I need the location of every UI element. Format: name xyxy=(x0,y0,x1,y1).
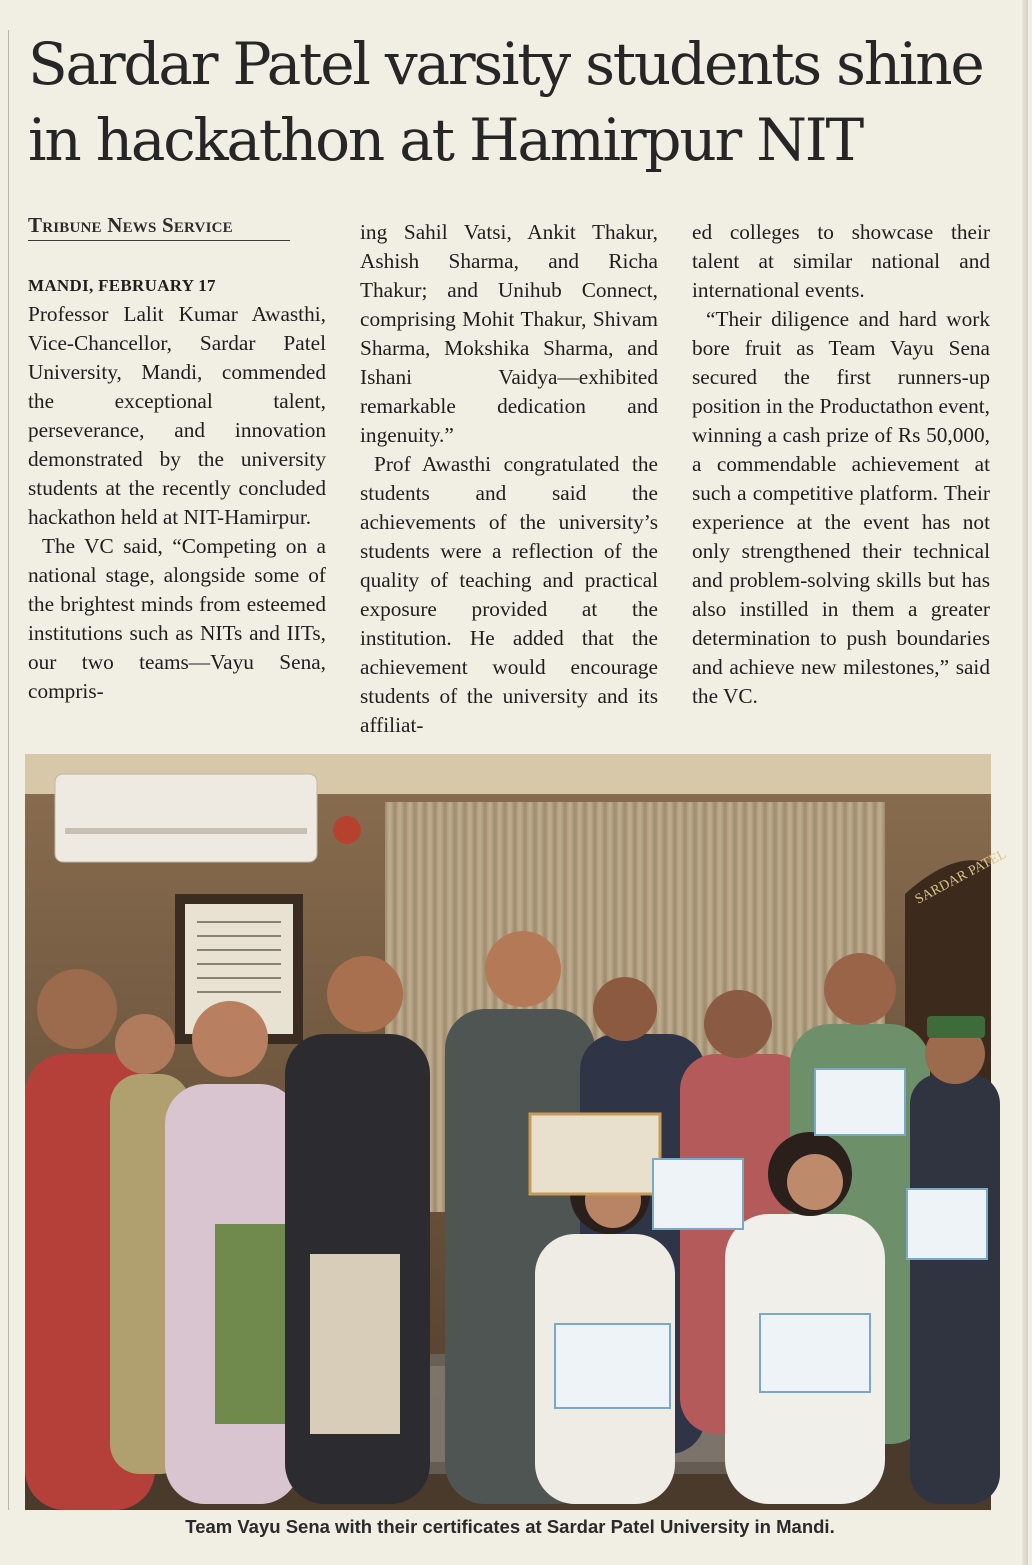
person-4-head xyxy=(327,956,403,1032)
person-6-head xyxy=(593,977,657,1041)
left-margin-rule xyxy=(8,30,9,1510)
right-page-edge xyxy=(1022,0,1028,1565)
group-photo-illustration xyxy=(25,754,1010,1510)
column-1-paragraph-2: The VC said, “Competing on a national stage, alongside some of the brightest minds from esteemed institutions such as NITs and IITs, our two teams—Vayu Sena, compris- xyxy=(28,534,326,703)
certificate-1 xyxy=(530,1114,660,1194)
column-3-paragraph-2: “Their diligence and hard work bore fruit as Team Vayu Sena secured the first runners-up position in the Productathon event, winning a cash prize of Rs 50,000, a commendable achievement at such a competitive platform. Their experience at the event has not only strengthened their technical and problem-solving skills but has also instilled in them a greater determination to push boundaries and achieve new milestones,” said the VC. xyxy=(692,307,990,708)
person-3-scarf xyxy=(215,1224,285,1424)
article-column-1 xyxy=(28,270,326,706)
person-4-trousers xyxy=(310,1254,400,1434)
person-1-head xyxy=(37,969,117,1049)
article-column-3 xyxy=(692,218,990,711)
person-9 xyxy=(910,1074,1000,1504)
person-9-cap xyxy=(927,1016,985,1038)
ac-vent xyxy=(65,828,307,834)
person-7-head xyxy=(704,990,772,1058)
air-conditioner xyxy=(55,774,317,862)
column-3-paragraph-1: ed colleges to showcase their talent at similar national and international events. xyxy=(692,220,990,302)
column-1-paragraph-1 xyxy=(28,270,326,532)
person-2-head xyxy=(115,1014,175,1074)
person-8-head xyxy=(824,953,896,1025)
certificate-3 xyxy=(815,1069,905,1135)
lead-paragraph: Professor Lalit Kumar Awasthi, Vice-Chancellor, Sardar Patel University, Mandi, commended the exceptional talent, perseverance, and innovation demonstrated by the university students at the recently concluded hackathon held at NIT-Hamirpur. xyxy=(28,302,326,529)
certificate-4 xyxy=(555,1324,670,1408)
dateline: MANDI, FEBRUARY 17 xyxy=(28,276,216,295)
certificate-6 xyxy=(907,1189,987,1259)
photo-caption: Team Vayu Sena with their certificates at Sardar Patel University in Mandi. xyxy=(185,1516,835,1537)
certificate-5 xyxy=(760,1314,870,1392)
headline: Sardar Patel varsity students shine in hackathon at Hamirpur NIT xyxy=(28,30,983,174)
person-5-head xyxy=(485,931,561,1007)
article-column-2 xyxy=(360,218,658,740)
person-11-face xyxy=(787,1154,843,1210)
column-2-paragraph-2: Prof Awasthi congratulated the students and said the achievements of the university’s students were a reflection of the quality of teaching and practical exposure provided at the institution. He added that the achievement would encourage students of the university and its affiliat- xyxy=(360,452,658,737)
group-photo xyxy=(25,754,1010,1510)
certificate-2 xyxy=(653,1159,743,1229)
column-2-paragraph-1: ing Sahil Vatsi, Ankit Thakur, Ashish Sharma, and Richa Thakur; and Unihub Connect, comprising Mohit Thakur, Shivam Sharma, Mokshika Sharma, and Ishani Vaidya—exhibited remarkable dedication and ingenuity.” xyxy=(360,220,658,447)
person-3-head xyxy=(192,1001,268,1077)
fire-alarm xyxy=(333,816,361,844)
byline: Tribune News Service xyxy=(28,213,290,241)
honour-board-text: SARDAR PATEL xyxy=(912,846,1010,908)
